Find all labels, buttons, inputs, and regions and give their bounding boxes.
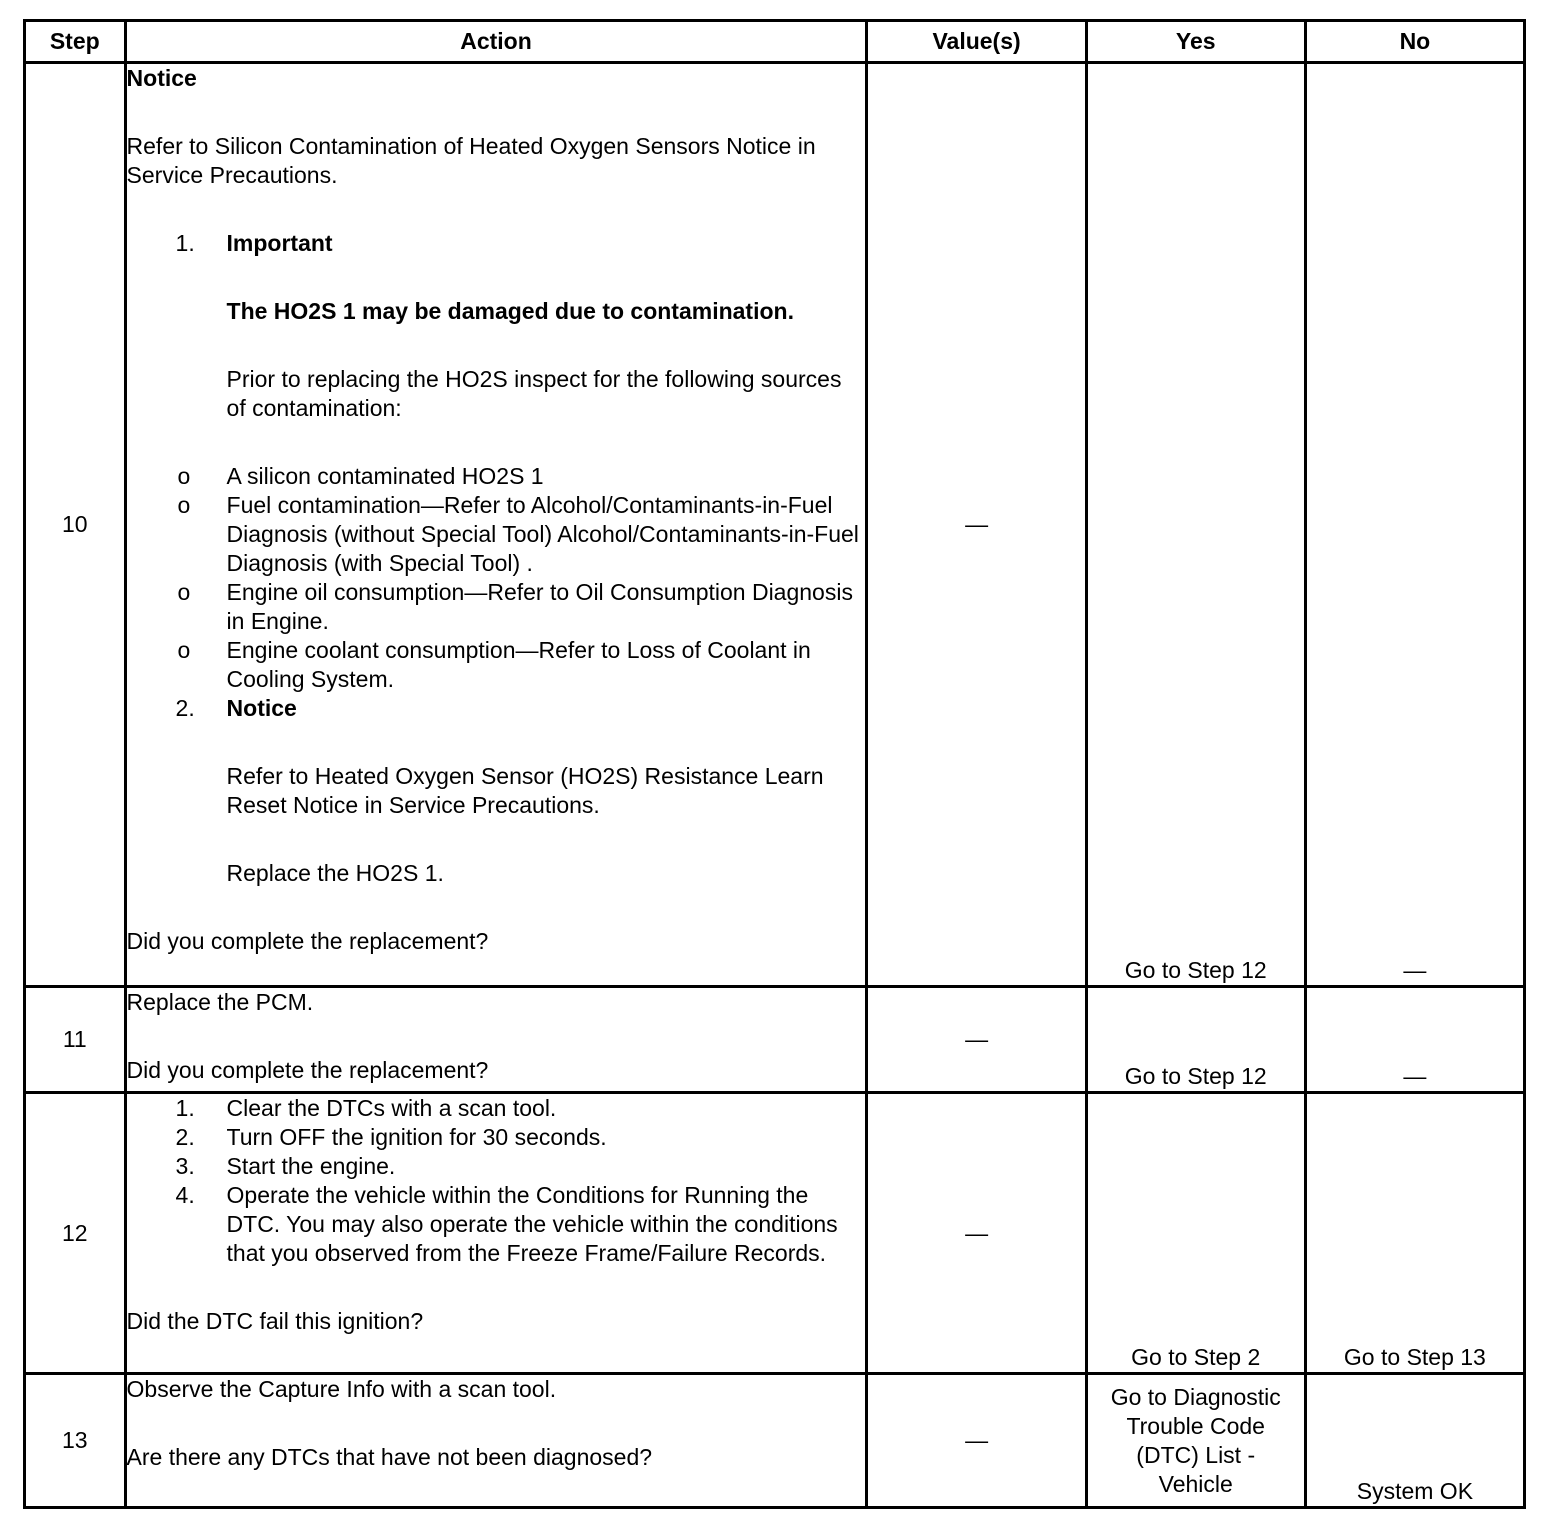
- list-item: 1. Clear the DTCs with a scan tool.: [127, 1094, 866, 1123]
- table-row-step-11: [25, 987, 1525, 1093]
- notice-label-2: Notice: [226, 695, 297, 721]
- list-item: [127, 694, 866, 888]
- notice-text-2: Refer to Heated Oxygen Sensor (HO2S) Resistance Learn Reset Notice in Service Precautions.: [226, 763, 824, 818]
- list-item: 2. Turn OFF the ignition for 30 seconds.: [127, 1123, 866, 1152]
- header-values: Value(s): [867, 21, 1086, 63]
- action-cell: [125, 987, 867, 1093]
- table-row-step-13: [25, 1374, 1525, 1508]
- list-number: 3.: [175, 1153, 195, 1179]
- header-no: No: [1305, 21, 1524, 63]
- list-item: 4. Operate the vehicle within the Conditions for Running the DTC. You may also operate the vehicle within the conditions that you observed from the Freeze Frame/Failure Records.: [127, 1181, 866, 1268]
- list-number: 4.: [175, 1182, 195, 1208]
- action-cell: [125, 1093, 867, 1374]
- step-number: 12: [25, 1093, 126, 1374]
- question-text: Did the DTC fail this ignition?: [126, 1308, 424, 1334]
- list-number: 1.: [175, 230, 195, 256]
- value-cell: —: [867, 1093, 1086, 1374]
- bullet-item: o A silicon contaminated HO2S 1: [127, 462, 866, 491]
- list-item: [127, 229, 866, 423]
- list-number: 2.: [175, 1124, 195, 1150]
- step-number: 11: [25, 987, 126, 1093]
- value-cell: —: [867, 1374, 1086, 1508]
- no-cell: System OK: [1305, 1374, 1524, 1508]
- yes-cell: Go to Step 12: [1086, 987, 1305, 1093]
- no-cell: —: [1305, 63, 1524, 987]
- no-cell: Go to Step 13: [1305, 1093, 1524, 1374]
- header-row: [25, 21, 1525, 63]
- question-text: Did you complete the replacement?: [126, 928, 489, 954]
- no-cell: —: [1305, 987, 1524, 1093]
- action-text: Observe the Capture Info with a scan tool.: [126, 1376, 557, 1402]
- notice-text: Refer to Silicon Contamination of Heated Oxygen Sensors Notice in Service Precautions.: [126, 133, 816, 188]
- bullet-icon: o: [177, 492, 191, 518]
- value-cell: —: [867, 987, 1086, 1093]
- step-number: 10: [25, 63, 126, 987]
- yes-cell: Go to Step 2: [1086, 1093, 1305, 1374]
- yes-text: Go to Diagnostic Trouble Code (DTC) List - Vehicle: [1110, 1383, 1281, 1497]
- numbered-list: [127, 229, 866, 888]
- header-action: Action: [125, 21, 867, 63]
- value-cell: —: [867, 63, 1086, 987]
- question-text: Did you complete the replacement?: [126, 1057, 489, 1083]
- important-label: Important: [226, 230, 333, 256]
- bullet-icon: o: [177, 637, 191, 663]
- yes-cell: [1086, 1374, 1305, 1508]
- list-item: 3. Start the engine.: [127, 1152, 866, 1181]
- step-number: 13: [25, 1374, 126, 1508]
- bullet-item: o Engine coolant consumption—Refer to Loss of Coolant in Cooling System.: [127, 636, 866, 694]
- header-yes: Yes: [1086, 21, 1305, 63]
- table-row-step-12: [25, 1093, 1525, 1374]
- bullet-item: o Fuel contamination—Refer to Alcohol/Contaminants-in-Fuel Diagnosis (without Special Tool) Alcohol/Contaminants-in-Fuel Diagnosis (with Special Tool) .: [127, 491, 866, 578]
- action-cell: [125, 1374, 867, 1508]
- header-step: Step: [25, 21, 126, 63]
- bullet-item: o Engine oil consumption—Refer to Oil Consumption Diagnosis in Engine.: [127, 578, 866, 636]
- diagnostic-table: [23, 19, 1526, 1509]
- inspect-text: Prior to replacing the HO2S inspect for the following sources of contamination:: [226, 366, 842, 421]
- question-text: Are there any DTCs that have not been diagnosed?: [126, 1444, 653, 1470]
- table-row-step-10: [25, 63, 1525, 987]
- list-number: 1.: [175, 1095, 195, 1121]
- replace-text: Replace the HO2S 1.: [226, 860, 444, 886]
- list-number: 2.: [175, 695, 195, 721]
- bullet-icon: o: [177, 463, 191, 489]
- important-text: The HO2S 1 may be damaged due to contamination.: [226, 298, 794, 324]
- bullet-icon: o: [177, 579, 191, 605]
- action-text: Replace the PCM.: [126, 989, 314, 1015]
- notice-label: Notice: [126, 65, 197, 91]
- action-cell: [125, 63, 867, 987]
- yes-cell: Go to Step 12: [1086, 63, 1305, 987]
